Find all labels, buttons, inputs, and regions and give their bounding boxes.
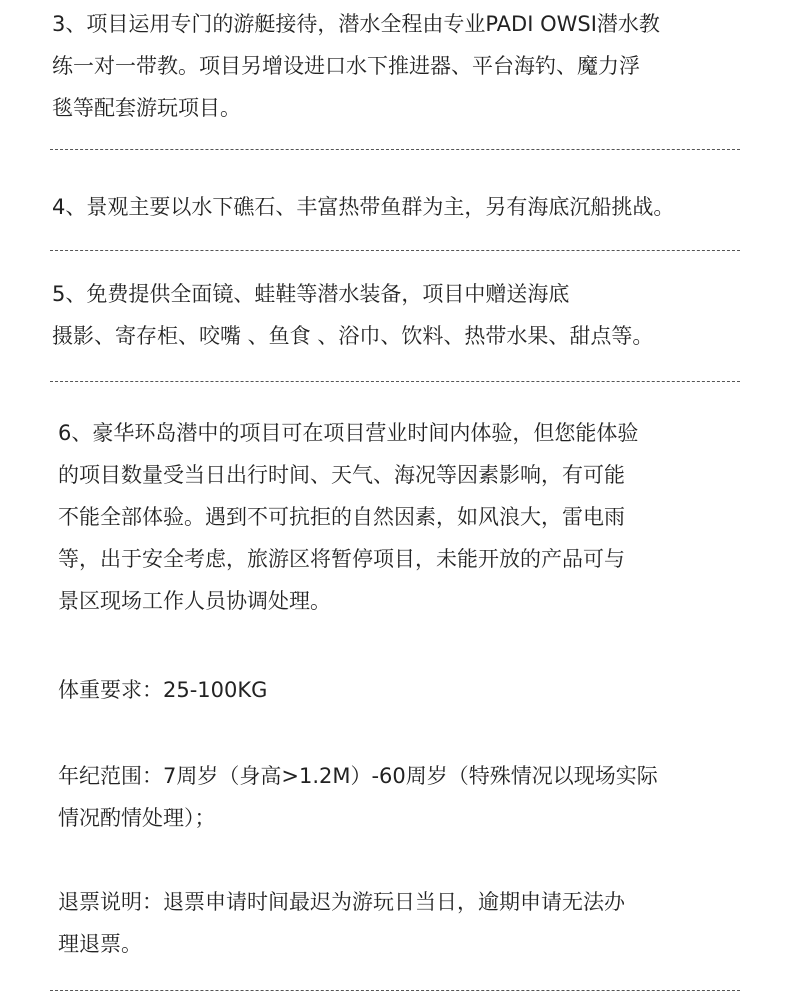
paragraph-item-6: [58, 412, 773, 622]
text-line: 3、项目运用专门的游艇接待，潜水全程由专业PADI OWSI潜水教: [52, 12, 660, 36]
text-line: 6、豪华环岛潜中的项目可在项目营业时间内体验，但您能体验: [58, 421, 639, 445]
text-line: 情况酌情处理）；: [58, 806, 216, 830]
dashed-divider: [50, 250, 740, 251]
text-line: 练一对一带教。项目另增设进口水下推进器、平台海钓、魔力浮: [52, 54, 640, 78]
age-range: [58, 755, 773, 839]
text-line: 5、免费提供全面镜、蛙鞋等潜水装备，项目中赠送海底: [52, 282, 570, 306]
paragraph-item-3: [52, 3, 767, 129]
dashed-divider: [50, 149, 740, 150]
refund-policy: [58, 881, 773, 965]
text-line: 4、景观主要以水下礁石、丰富热带鱼群为主，另有海底沉船挑战。: [52, 195, 675, 219]
weight-requirement: [58, 669, 773, 711]
text-line: 理退票。: [58, 932, 142, 956]
dashed-divider: [50, 990, 740, 991]
text-line: 不能全部体验。遇到不可抗拒的自然因素，如风浪大，雷电雨: [58, 505, 625, 529]
text-line: 年纪范围：7周岁（身高>1.2M）-60周岁（特殊情况以现场实际: [58, 764, 658, 788]
text-line: 等，出于安全考虑，旅游区将暂停项目，未能开放的产品可与: [58, 547, 625, 571]
paragraph-item-5: [52, 273, 767, 357]
text-line: 的项目数量受当日出行时间、天气、海况等因素影响，有可能: [58, 463, 625, 487]
text-line: 毯等配套游玩项目。: [52, 96, 241, 120]
text-line: 摄影、寄存柜、咬嘴 、鱼食 、浴巾、饮料、热带水果、甜点等。: [52, 324, 654, 348]
text-line: 体重要求：25-100KG: [58, 678, 268, 702]
text-line: 景区现场工作人员协调处理。: [58, 589, 331, 613]
paragraph-item-4: [52, 186, 767, 228]
text-line: 退票说明：退票申请时间最迟为游玩日当日，逾期申请无法办: [58, 890, 625, 914]
dashed-divider: [50, 381, 740, 382]
